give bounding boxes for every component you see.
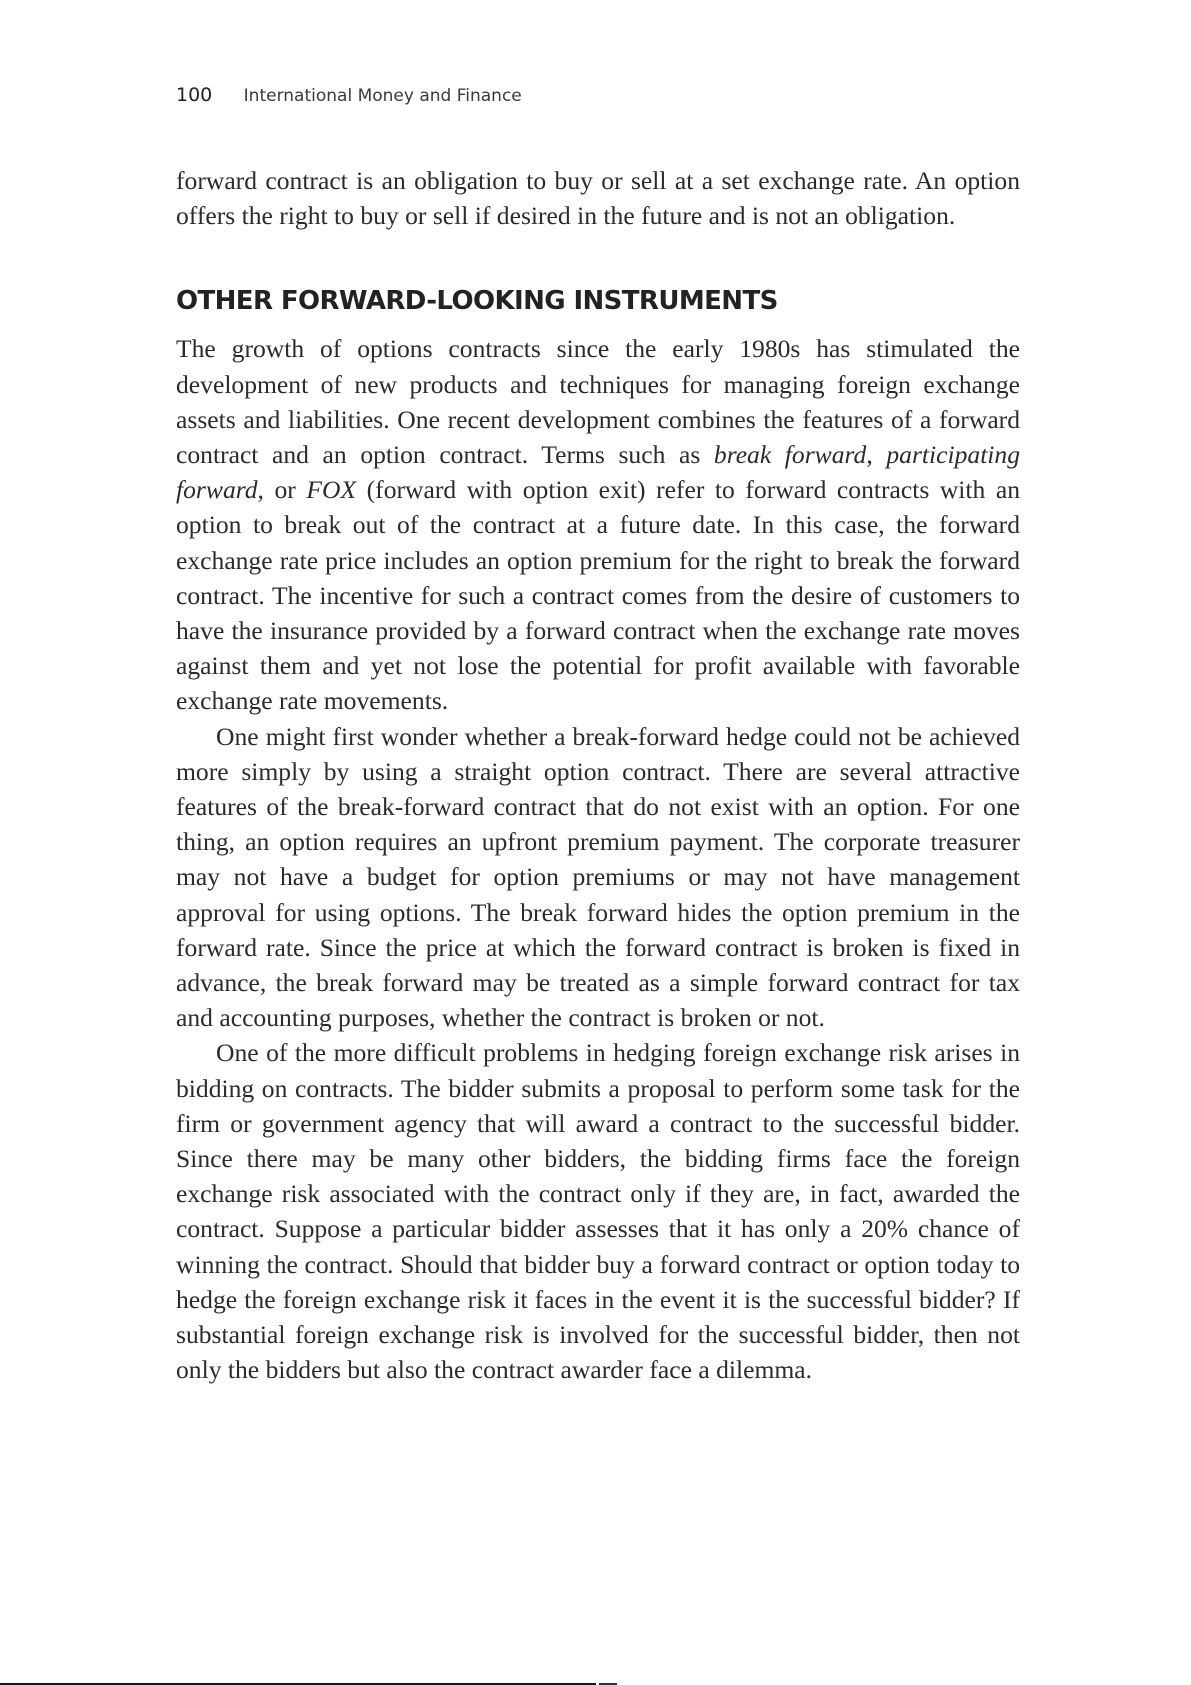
term-break-forward: break forward bbox=[713, 440, 867, 470]
separator-2: , or bbox=[257, 475, 307, 505]
paragraph-3: One of the more difficult problems in hedging foreign exchange risk arises in bidding on contracts. The bidder submits a proposal to perform some task for the firm or government agency that will award a contract to the successful bidder. Since there may be many other bidders, the bidding firms face the foreign exchange risk associated with the contract only if they are, in fact, awarded the contract. Suppose a particular bidder assesses that it has only a 20% chance of winning the contract. Should that bidder buy a forward contract or option today to hedge the foreign exchange risk it faces in the event it is the successful bidder? If substantial foreign exchange risk is involved for the successful bidder, then not only the bidders but also the contract awarder face a dilemma. bbox=[176, 1038, 1020, 1385]
paragraph-1 bbox=[176, 331, 1020, 718]
separator-1: , bbox=[866, 440, 887, 470]
term-fox: FOX bbox=[306, 475, 357, 505]
term-participating-forward: participating forward bbox=[176, 440, 1021, 505]
paragraph-1-text-b: (forward with option exit) refer to forward contracts with an option to break out of the contract at a future date. In this case, the forward exchange rate price includes an option premium for the right to break the forward contract. The incentive for such a contract comes from the desire of customers to have the insurance provided by a forward contract when the exchange rate moves against them and yet not lose the potential for profit available with favorable exchange rate movements. bbox=[176, 475, 1021, 716]
running-head bbox=[176, 84, 522, 106]
intro-paragraph: forward contract is an obligation to buy or sell at a set exchange rate. An option offers the right to buy or sell if desired in the future and is not an obligation. bbox=[176, 166, 1020, 231]
book-title: International Money and Finance bbox=[243, 86, 522, 106]
paragraph-1-text-a: The growth of options contracts since the early 1980s has stimulated the development of new products and techniques for managing foreign exchange assets and liabilities. One recent development combines the features of a forward contract and an option contract. Terms such as bbox=[176, 334, 1020, 470]
body-text bbox=[176, 163, 1020, 1388]
section-heading: OTHER FORWARD-LOOKING INSTRUMENTS bbox=[176, 286, 778, 317]
paragraph-2: One might first wonder whether a break-forward hedge could not be achieved more simply by using a straight option contract. There are several attractive features of the break-forward contract that do not exist with an option. For one thing, an option requires an upfront premium payment. The corporate treasurer may not have a budget for option premiums or may not have management approval for using options. The break forward hides the option premium in the forward rate. Since the price at which the forward contract is broken is fixed in advance, the break forward may be treated as a simple forward contract for tax and accounting purposes, whether the contract is broken or not. bbox=[176, 721, 1020, 1033]
page-number: 100 bbox=[176, 84, 213, 106]
